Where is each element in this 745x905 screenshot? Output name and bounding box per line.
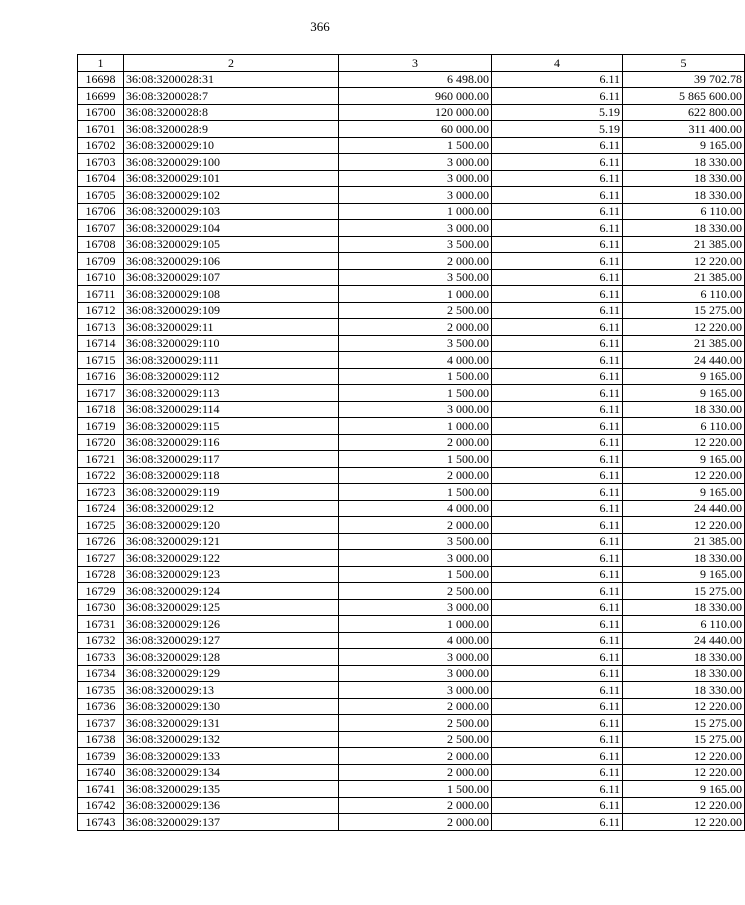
table-row [78,451,745,468]
value-cell: 18 330.00 [623,187,745,204]
column-header-4: 4 [492,55,623,72]
cadastral-number-cell: 36:08:3200029:124 [124,583,339,600]
value-cell: 12 220.00 [623,467,745,484]
value-cell: 6 110.00 [623,286,745,303]
area-cell: 1 500.00 [339,385,492,402]
rate-cell: 6.11 [492,236,623,253]
value-cell: 311 400.00 [623,121,745,138]
row-number-cell: 16723 [78,484,124,501]
table-row [78,797,745,814]
area-cell: 2 500.00 [339,583,492,600]
rate-cell: 6.11 [492,665,623,682]
rate-cell: 6.11 [492,649,623,666]
table-row [78,682,745,699]
cadastral-number-cell: 36:08:3200028:9 [124,121,339,138]
cadastral-number-cell: 36:08:3200029:118 [124,467,339,484]
area-cell: 3 000.00 [339,550,492,567]
rate-cell: 6.11 [492,88,623,105]
area-cell: 2 000.00 [339,797,492,814]
area-cell: 3 500.00 [339,533,492,550]
table-row [78,220,745,237]
area-cell: 3 500.00 [339,335,492,352]
table-row [78,583,745,600]
page-number: 366 [310,19,330,34]
table-row [78,385,745,402]
row-number-cell: 16699 [78,88,124,105]
row-number-cell: 16738 [78,731,124,748]
cadastral-number-cell: 36:08:3200029:133 [124,748,339,765]
value-cell: 12 220.00 [623,764,745,781]
column-header-1: 1 [78,55,124,72]
cadastral-number-cell: 36:08:3200029:127 [124,632,339,649]
cadastral-number-cell: 36:08:3200029:106 [124,253,339,270]
cadastral-number-cell: 36:08:3200029:102 [124,187,339,204]
rate-cell: 6.11 [492,154,623,171]
cadastral-number-cell: 36:08:3200028:8 [124,104,339,121]
table-row [78,517,745,534]
value-cell: 12 220.00 [623,517,745,534]
table-row [78,500,745,517]
table-row [78,434,745,451]
table-row [78,104,745,121]
rate-cell: 6.11 [492,484,623,501]
value-cell: 9 165.00 [623,781,745,798]
value-cell: 6 110.00 [623,616,745,633]
table-row [78,302,745,319]
rate-cell: 6.11 [492,253,623,270]
value-cell: 12 220.00 [623,797,745,814]
rate-cell: 6.11 [492,467,623,484]
table-row [78,352,745,369]
row-number-cell: 16740 [78,764,124,781]
area-cell: 3 000.00 [339,187,492,204]
cadastral-number-cell: 36:08:3200029:100 [124,154,339,171]
rate-cell: 6.11 [492,385,623,402]
table-row [78,368,745,385]
value-cell: 21 385.00 [623,533,745,550]
cadastral-number-cell: 36:08:3200029:109 [124,302,339,319]
rate-cell: 5.19 [492,121,623,138]
row-number-cell: 16743 [78,814,124,831]
table-row [78,715,745,732]
rate-cell: 6.11 [492,715,623,732]
rate-cell: 6.11 [492,368,623,385]
table-row [78,269,745,286]
row-number-cell: 16714 [78,335,124,352]
rate-cell: 6.11 [492,418,623,435]
area-cell: 1 500.00 [339,451,492,468]
cadastral-number-cell: 36:08:3200029:134 [124,764,339,781]
row-number-cell: 16731 [78,616,124,633]
value-cell: 18 330.00 [623,665,745,682]
cadastral-number-cell: 36:08:3200029:103 [124,203,339,220]
table-row [78,170,745,187]
row-number-cell: 16720 [78,434,124,451]
rate-cell: 6.11 [492,517,623,534]
cadastral-number-cell: 36:08:3200029:13 [124,682,339,699]
cadastral-number-cell: 36:08:3200029:125 [124,599,339,616]
row-number-cell: 16737 [78,715,124,732]
rate-cell: 6.11 [492,203,623,220]
rate-cell: 6.11 [492,220,623,237]
table-row [78,814,745,831]
row-number-cell: 16700 [78,104,124,121]
value-cell: 12 220.00 [623,814,745,831]
cadastral-number-cell: 36:08:3200029:107 [124,269,339,286]
area-cell: 4 000.00 [339,632,492,649]
value-cell: 18 330.00 [623,154,745,171]
table-row [78,154,745,171]
area-cell: 2 000.00 [339,517,492,534]
area-cell: 3 000.00 [339,170,492,187]
area-cell: 2 000.00 [339,764,492,781]
cadastral-number-cell: 36:08:3200029:137 [124,814,339,831]
value-cell: 18 330.00 [623,170,745,187]
cadastral-number-cell: 36:08:3200029:115 [124,418,339,435]
area-cell: 1 500.00 [339,368,492,385]
value-cell: 5 865 600.00 [623,88,745,105]
area-cell: 2 000.00 [339,698,492,715]
table-row [78,550,745,567]
rate-cell: 6.11 [492,583,623,600]
value-cell: 12 220.00 [623,434,745,451]
table-row [78,121,745,138]
value-cell: 9 165.00 [623,368,745,385]
row-number-cell: 16709 [78,253,124,270]
value-cell: 6 110.00 [623,418,745,435]
area-cell: 3 000.00 [339,649,492,666]
row-number-cell: 16730 [78,599,124,616]
value-cell: 9 165.00 [623,484,745,501]
rate-cell: 6.11 [492,748,623,765]
row-number-cell: 16705 [78,187,124,204]
value-cell: 9 165.00 [623,385,745,402]
rate-cell: 6.11 [492,269,623,286]
row-number-cell: 16722 [78,467,124,484]
rate-cell: 6.11 [492,764,623,781]
value-cell: 9 165.00 [623,451,745,468]
value-cell: 24 440.00 [623,352,745,369]
table-row [78,748,745,765]
table-row [78,71,745,88]
value-cell: 18 330.00 [623,649,745,666]
value-cell: 18 330.00 [623,220,745,237]
table-row [78,236,745,253]
value-cell: 15 275.00 [623,302,745,319]
column-header-3: 3 [339,55,492,72]
area-cell: 60 000.00 [339,121,492,138]
row-number-cell: 16729 [78,583,124,600]
table-row [78,401,745,418]
value-cell: 9 165.00 [623,137,745,154]
cadastral-number-cell: 36:08:3200029:108 [124,286,339,303]
area-cell: 3 000.00 [339,154,492,171]
table-row [78,467,745,484]
table-row [78,319,745,336]
row-number-cell: 16725 [78,517,124,534]
area-cell: 2 500.00 [339,715,492,732]
row-number-cell: 16704 [78,170,124,187]
cadastral-number-cell: 36:08:3200029:128 [124,649,339,666]
value-cell: 21 385.00 [623,269,745,286]
area-cell: 2 000.00 [339,253,492,270]
cadastral-number-cell: 36:08:3200029:110 [124,335,339,352]
row-number-cell: 16716 [78,368,124,385]
area-cell: 2 500.00 [339,731,492,748]
row-number-cell: 16711 [78,286,124,303]
rate-cell: 6.11 [492,434,623,451]
cadastral-number-cell: 36:08:3200029:131 [124,715,339,732]
data-table [77,54,745,831]
cadastral-number-cell: 36:08:3200029:122 [124,550,339,567]
row-number-cell: 16741 [78,781,124,798]
area-cell: 2 500.00 [339,302,492,319]
area-cell: 4 000.00 [339,352,492,369]
area-cell: 1 500.00 [339,137,492,154]
row-number-cell: 16735 [78,682,124,699]
rate-cell: 6.11 [492,797,623,814]
value-cell: 12 220.00 [623,253,745,270]
row-number-cell: 16698 [78,71,124,88]
table-header-row [78,55,745,72]
cadastral-number-cell: 36:08:3200029:136 [124,797,339,814]
cadastral-number-cell: 36:08:3200029:135 [124,781,339,798]
row-number-cell: 16739 [78,748,124,765]
area-cell: 2 000.00 [339,814,492,831]
cadastral-number-cell: 36:08:3200029:119 [124,484,339,501]
rate-cell: 6.11 [492,566,623,583]
value-cell: 9 165.00 [623,566,745,583]
table-body [78,71,745,830]
value-cell: 15 275.00 [623,715,745,732]
cadastral-number-cell: 36:08:3200029:11 [124,319,339,336]
table-row [78,632,745,649]
cadastral-number-cell: 36:08:3200029:129 [124,665,339,682]
rate-cell: 6.11 [492,500,623,517]
value-cell: 18 330.00 [623,550,745,567]
rate-cell: 6.11 [492,698,623,715]
area-cell: 2 000.00 [339,467,492,484]
rate-cell: 6.11 [492,187,623,204]
cadastral-number-cell: 36:08:3200029:117 [124,451,339,468]
row-number-cell: 16713 [78,319,124,336]
area-cell: 3 000.00 [339,665,492,682]
cadastral-number-cell: 36:08:3200029:101 [124,170,339,187]
area-cell: 2 000.00 [339,319,492,336]
column-header-5: 5 [623,55,745,72]
area-cell: 1 500.00 [339,781,492,798]
value-cell: 12 220.00 [623,698,745,715]
area-cell: 2 000.00 [339,748,492,765]
rate-cell: 6.11 [492,781,623,798]
table-row [78,533,745,550]
rate-cell: 6.11 [492,137,623,154]
value-cell: 12 220.00 [623,319,745,336]
table-row [78,137,745,154]
value-cell: 15 275.00 [623,583,745,600]
rate-cell: 6.11 [492,286,623,303]
table-row [78,665,745,682]
row-number-cell: 16712 [78,302,124,319]
row-number-cell: 16732 [78,632,124,649]
value-cell: 12 220.00 [623,748,745,765]
table-row [78,649,745,666]
area-cell: 120 000.00 [339,104,492,121]
row-number-cell: 16703 [78,154,124,171]
rate-cell: 6.11 [492,616,623,633]
rate-cell: 6.11 [492,550,623,567]
value-cell: 18 330.00 [623,599,745,616]
rate-cell: 6.11 [492,599,623,616]
value-cell: 15 275.00 [623,731,745,748]
area-cell: 4 000.00 [339,500,492,517]
rate-cell: 6.11 [492,682,623,699]
area-cell: 1 000.00 [339,203,492,220]
rate-cell: 6.11 [492,731,623,748]
table-row [78,253,745,270]
cadastral-number-cell: 36:08:3200029:116 [124,434,339,451]
area-cell: 3 000.00 [339,682,492,699]
cadastral-number-cell: 36:08:3200029:121 [124,533,339,550]
area-cell: 1 500.00 [339,484,492,501]
area-cell: 3 500.00 [339,269,492,286]
row-number-cell: 16707 [78,220,124,237]
rate-cell: 6.11 [492,352,623,369]
row-number-cell: 16727 [78,550,124,567]
row-number-cell: 16724 [78,500,124,517]
area-cell: 1 000.00 [339,286,492,303]
cadastral-number-cell: 36:08:3200029:104 [124,220,339,237]
area-cell: 2 000.00 [339,434,492,451]
area-cell: 3 500.00 [339,236,492,253]
table-row [78,286,745,303]
table-row [78,203,745,220]
cadastral-number-cell: 36:08:3200028:7 [124,88,339,105]
cadastral-number-cell: 36:08:3200029:130 [124,698,339,715]
value-cell: 21 385.00 [623,335,745,352]
row-number-cell: 16728 [78,566,124,583]
cadastral-number-cell: 36:08:3200029:126 [124,616,339,633]
rate-cell: 6.11 [492,533,623,550]
cadastral-number-cell: 36:08:3200029:12 [124,500,339,517]
table-row [78,764,745,781]
row-number-cell: 16702 [78,137,124,154]
row-number-cell: 16706 [78,203,124,220]
table-row [78,566,745,583]
rate-cell: 6.11 [492,401,623,418]
value-cell: 18 330.00 [623,401,745,418]
cadastral-number-cell: 36:08:3200029:114 [124,401,339,418]
table-row [78,187,745,204]
row-number-cell: 16708 [78,236,124,253]
table-row [78,418,745,435]
row-number-cell: 16710 [78,269,124,286]
row-number-cell: 16726 [78,533,124,550]
table-row [78,599,745,616]
area-cell: 1 000.00 [339,616,492,633]
value-cell: 21 385.00 [623,236,745,253]
cadastral-number-cell: 36:08:3200029:113 [124,385,339,402]
value-cell: 24 440.00 [623,632,745,649]
area-cell: 3 000.00 [339,220,492,237]
row-number-cell: 16721 [78,451,124,468]
cadastral-number-cell: 36:08:3200029:105 [124,236,339,253]
table-row [78,698,745,715]
cadastral-number-cell: 36:08:3200029:120 [124,517,339,534]
row-number-cell: 16701 [78,121,124,138]
cadastral-number-cell: 36:08:3200029:123 [124,566,339,583]
value-cell: 39 702.78 [623,71,745,88]
row-number-cell: 16718 [78,401,124,418]
table-row [78,616,745,633]
cadastral-number-cell: 36:08:3200029:111 [124,352,339,369]
cadastral-number-cell: 36:08:3200028:31 [124,71,339,88]
table-row [78,731,745,748]
rate-cell: 5.19 [492,104,623,121]
table-row [78,88,745,105]
rate-cell: 6.11 [492,319,623,336]
rate-cell: 6.11 [492,71,623,88]
area-cell: 960 000.00 [339,88,492,105]
row-number-cell: 16715 [78,352,124,369]
value-cell: 24 440.00 [623,500,745,517]
rate-cell: 6.11 [492,170,623,187]
area-cell: 1 000.00 [339,418,492,435]
cadastral-number-cell: 36:08:3200029:10 [124,137,339,154]
rate-cell: 6.11 [492,302,623,319]
rate-cell: 6.11 [492,814,623,831]
table-row [78,335,745,352]
area-cell: 6 498.00 [339,71,492,88]
rate-cell: 6.11 [492,451,623,468]
column-header-2: 2 [124,55,339,72]
cadastral-number-cell: 36:08:3200029:112 [124,368,339,385]
area-cell: 3 000.00 [339,401,492,418]
row-number-cell: 16742 [78,797,124,814]
row-number-cell: 16733 [78,649,124,666]
row-number-cell: 16736 [78,698,124,715]
rate-cell: 6.11 [492,632,623,649]
area-cell: 1 500.00 [339,566,492,583]
value-cell: 622 800.00 [623,104,745,121]
table-row [78,781,745,798]
row-number-cell: 16717 [78,385,124,402]
row-number-cell: 16719 [78,418,124,435]
rate-cell: 6.11 [492,335,623,352]
area-cell: 3 000.00 [339,599,492,616]
cadastral-number-cell: 36:08:3200029:132 [124,731,339,748]
table-row [78,484,745,501]
value-cell: 6 110.00 [623,203,745,220]
row-number-cell: 16734 [78,665,124,682]
value-cell: 18 330.00 [623,682,745,699]
